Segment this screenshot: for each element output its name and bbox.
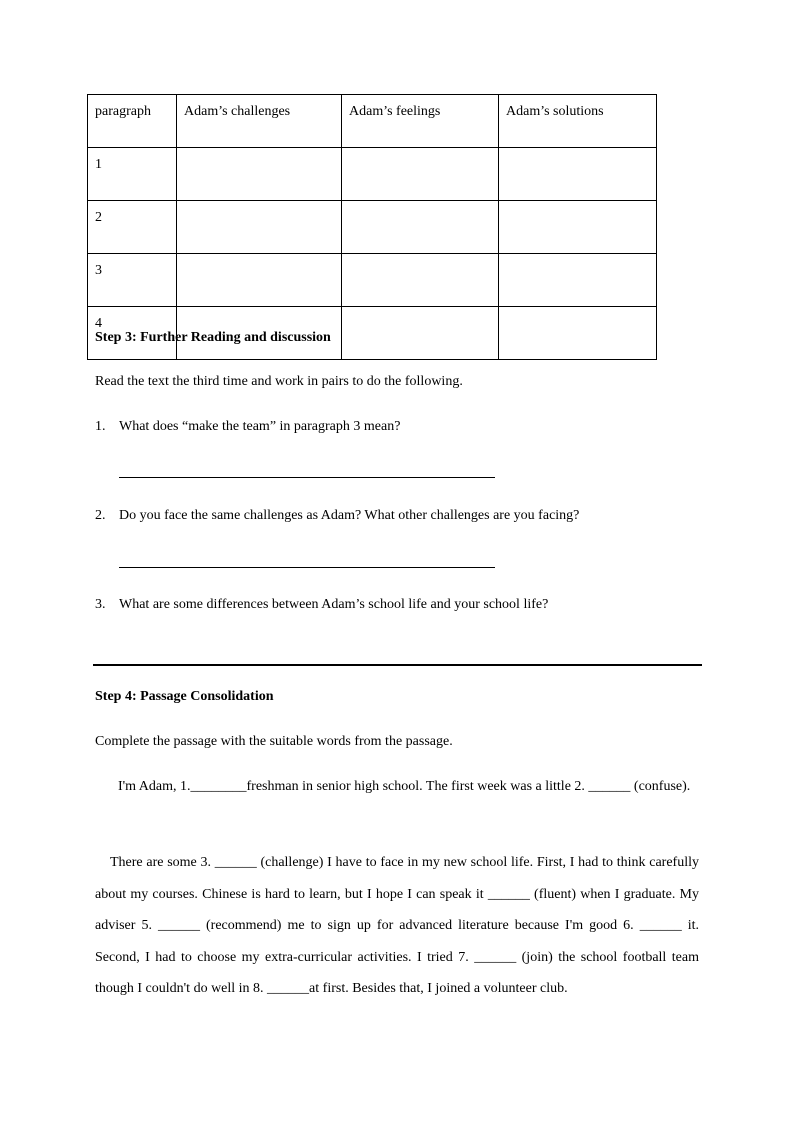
passage-paragraph-2: There are some 3. ______ (challenge) I have to face in my new school life. First, I had to think carefully about my courses. Chinese is hard to learn, but I hope I can speak it ______ (fluent) when I graduate. My adviser 5. ______ (recommend) me to sign up for advanced literature because I'm good 6. ______ it. Second, I had to choose my extra-curricular activities. I tried 7. ______ (join) the school football team though I couldn't do well in 8. ______at first. Besides that, I joined a volunteer club. bbox=[95, 855, 699, 996]
table-header-row bbox=[88, 95, 657, 148]
answer-cell[interactable] bbox=[342, 201, 499, 254]
row-label: 4 bbox=[88, 307, 177, 360]
answer-line-1[interactable] bbox=[119, 477, 495, 478]
question-number: 2. bbox=[95, 508, 106, 523]
step4-instruction: Complete the passage with the suitable words from the passage. bbox=[95, 734, 453, 749]
row-label: 1 bbox=[88, 148, 177, 201]
header-cell: Adam’s solutions bbox=[499, 95, 657, 148]
answer-cell[interactable] bbox=[342, 307, 499, 360]
header-cell: paragraph bbox=[88, 95, 177, 148]
table-row bbox=[88, 148, 657, 201]
answer-cell[interactable] bbox=[499, 254, 657, 307]
question-number: 3. bbox=[95, 597, 106, 612]
table-row bbox=[88, 201, 657, 254]
step4-title: Step 4: Passage Consolidation bbox=[95, 689, 274, 704]
row-label: 3 bbox=[88, 254, 177, 307]
question-2-text: Do you face the same challenges as Adam? What other challenges are you facing? bbox=[119, 508, 580, 523]
table-row bbox=[88, 254, 657, 307]
row-label: 2 bbox=[88, 201, 177, 254]
header-cell: Adam’s challenges bbox=[177, 95, 342, 148]
question-number: 1. bbox=[95, 419, 106, 434]
answer-line-2[interactable] bbox=[119, 567, 495, 568]
header-cell: Adam’s feelings bbox=[342, 95, 499, 148]
passage-paragraph-1: I'm Adam, 1.________freshman in senior high school. The first week was a little 2. ______ (confuse). bbox=[118, 779, 691, 794]
question-1-text: What does “make the team” in paragraph 3 mean? bbox=[119, 419, 401, 434]
answer-cell[interactable] bbox=[499, 307, 657, 360]
section-divider bbox=[93, 664, 702, 666]
answer-cell[interactable] bbox=[177, 148, 342, 201]
answer-cell[interactable] bbox=[177, 201, 342, 254]
step3-title: Step 3: Further Reading and discussion bbox=[95, 330, 331, 345]
answer-cell[interactable] bbox=[177, 254, 342, 307]
answer-cell[interactable] bbox=[342, 148, 499, 201]
step3-instruction: Read the text the third time and work in pairs to do the following. bbox=[95, 374, 463, 389]
answer-cell[interactable] bbox=[499, 148, 657, 201]
answer-cell[interactable] bbox=[342, 254, 499, 307]
answer-cell[interactable] bbox=[499, 201, 657, 254]
question-3-text: What are some differences between Adam’s school life and your school life? bbox=[119, 597, 549, 612]
analysis-table bbox=[87, 94, 657, 360]
